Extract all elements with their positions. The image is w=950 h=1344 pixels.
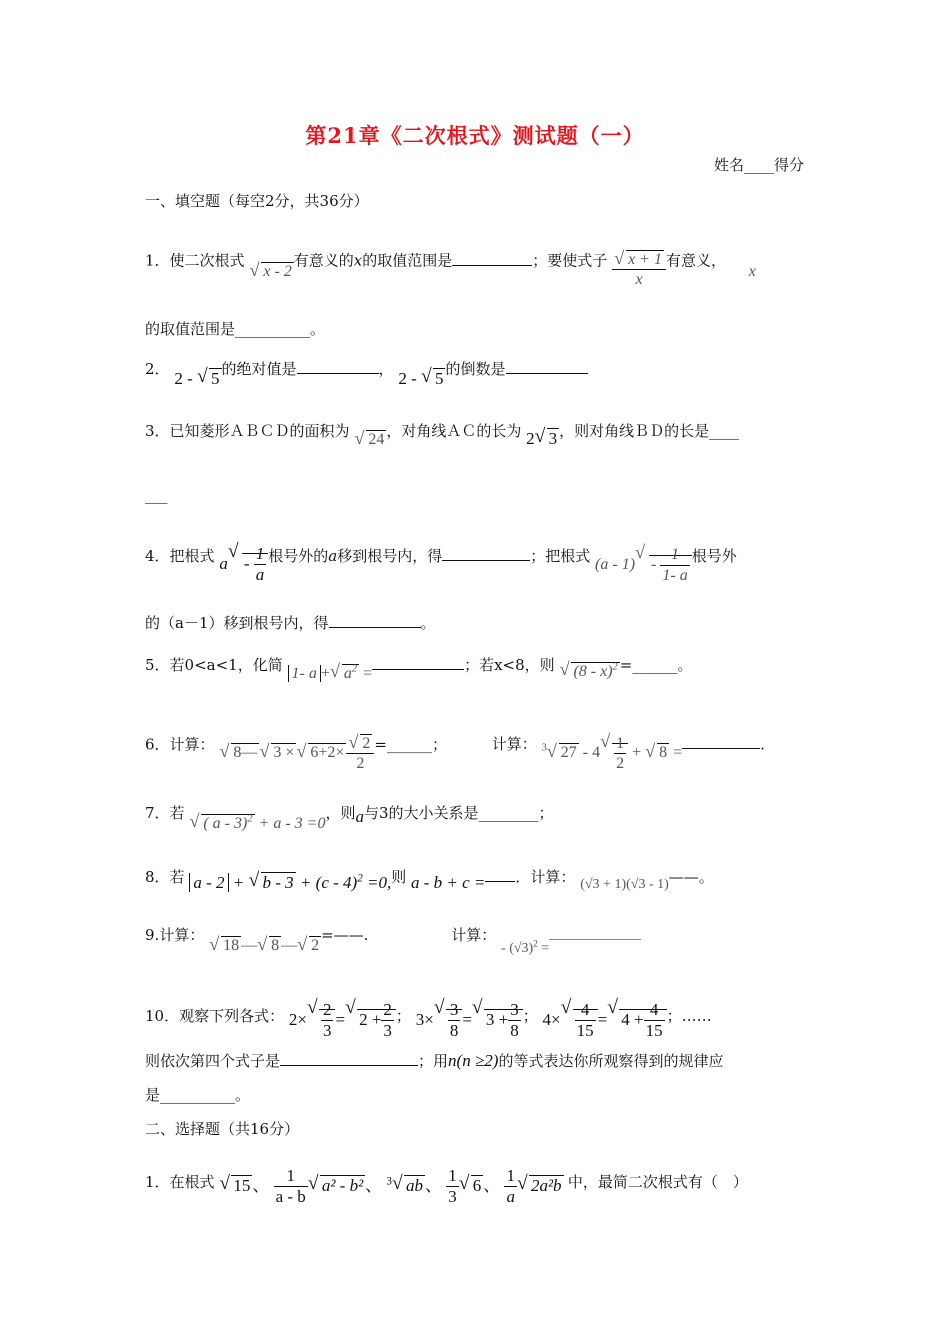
q4-expression-1: a√ - $\frac{1}{a}$	[219, 554, 268, 573]
q4-text-d: ；把根式	[530, 546, 591, 565]
q6-expression-2: $^3$√ 27 - 4 √ $\frac{1}{2}$ + √ 8 =	[542, 744, 683, 761]
page-title: 第21章《二次根式》测试题（一）	[305, 123, 645, 148]
section-fill-in-heading: 一、填空题（每空2分，共36分）	[145, 192, 369, 210]
q8-text-b: 则	[391, 868, 407, 886]
q6-text-a: 计算：	[169, 735, 215, 754]
question-5	[145, 654, 693, 682]
q2-blank-2	[506, 359, 588, 374]
q2-expression-2: 2 - √ 5	[398, 369, 445, 388]
q8-number: 8．	[145, 868, 170, 886]
q4-text-e: 根号外	[691, 546, 737, 565]
question-3	[145, 420, 740, 448]
q8-product: (√3 + 1)(√3 - 1)	[580, 877, 669, 892]
name-score-label: 姓名____得分	[713, 156, 804, 174]
q9-blank-2	[549, 925, 641, 940]
q9-expression: √ 18 —√ 8 —√ 2	[209, 937, 321, 954]
q1-text-c: 的取值范围是	[362, 251, 453, 270]
q7-text-c: 与3的大小关系是________；	[363, 804, 554, 822]
q1-var: x	[353, 251, 363, 270]
q2-number: 2．	[145, 360, 170, 378]
q4-expression-2: (a - 1)√ - $\frac{1}{1- a}$	[595, 556, 692, 573]
q3-expression: 2√ 3	[526, 429, 559, 448]
q8-expression-2: a - b + c =	[411, 873, 486, 892]
q7-text-a: 若	[169, 804, 185, 822]
q10-blank-1	[280, 1051, 418, 1066]
q6-text-b: 计算：	[491, 735, 537, 754]
section-choice-heading: 二、选择题（共16分）	[145, 1120, 300, 1138]
q7-var: a	[355, 807, 364, 826]
question-1-continued: 的取值范围是__________。	[145, 320, 326, 338]
q6-blank-2	[682, 734, 760, 749]
q4-text-c: 移到根号内，得	[337, 546, 443, 565]
question-10-continued-2: 是__________。	[145, 1086, 251, 1104]
q4-text-a: 把根式	[169, 546, 215, 565]
question-6: 6．计算： √ 8—√ 3 ×√ 6+2× √ $\frac{2}{2}$ =______； 计算： $^3$√ 27 - 4 √ $\frac{1}{2}$ + √ 8 = .	[145, 726, 765, 765]
q8-end: ——。	[668, 868, 714, 886]
question-8	[145, 866, 714, 892]
q1-blank-1	[452, 251, 532, 266]
question-4-continued: 的（a－1）移到根号内，得 。	[145, 614, 436, 632]
q5-text-a: 若0<a<1，化简	[169, 656, 283, 674]
q5-expression-2: √ (8 - x)$^2$	[559, 663, 619, 680]
question-10-continued: 则依次第四个式子是 ；用n(n ≥2)的等式表达你所观察得到的规律应	[145, 1051, 724, 1070]
q4-number: 4．	[145, 546, 170, 565]
q1-fraction: √ $\frac{x + 1}{x}$	[612, 250, 666, 289]
q7-number: 7．	[145, 804, 170, 822]
q10-equation-2: 3× √ $\frac{3}{8}$ =√ 3 + $\frac{3}{8}$	[416, 1010, 523, 1029]
q6-eq-1: =______；	[374, 735, 447, 754]
q8-text-a: 若	[169, 868, 185, 886]
q1-number: 1．	[145, 251, 170, 270]
q10-n-expression: n(n ≥2)	[448, 1051, 499, 1070]
q5-number: 5．	[145, 656, 170, 674]
q8-text-c: ．计算：	[515, 868, 576, 886]
q8-expression: a - 2 + √ b - 3 + (c - 4)$^2$ =0,	[189, 873, 391, 892]
q5-blank-1	[372, 655, 464, 670]
q6-number: 6．	[145, 735, 170, 754]
question-4	[145, 536, 737, 585]
q5-expression-1: 1- a +√ $a^2$ =	[288, 665, 373, 682]
q8-blank-1	[485, 867, 515, 882]
q9-eq: =——.	[321, 926, 369, 944]
q1-text-e: 有意义，	[665, 251, 726, 270]
q7-text-b: ，则	[325, 804, 356, 822]
q10-equation-1: 2× √ $\frac{2}{3}$ =√ 2 + $\frac{2}{3}$	[289, 1010, 396, 1029]
question-3-continued: ___	[145, 486, 168, 504]
question-1	[145, 242, 756, 289]
q4-var: a	[328, 546, 338, 565]
question-7	[145, 802, 554, 832]
q2-text-b: 的倒数是	[445, 360, 506, 378]
q5-text-b: ；若x<8，则	[464, 656, 555, 674]
q10-equation-3: 4× √ $\frac{4}{15}$ =√ 4 + $\frac{4}{15}$	[543, 1010, 667, 1029]
q1-var-2: x	[748, 262, 756, 280]
q1-text-b: 有意义的	[293, 251, 354, 270]
q4-blank-2	[329, 613, 421, 628]
q2-sep: ，	[378, 360, 394, 378]
q7-expression: √ ( a - 3)$^2$ + a - 3 =0	[189, 815, 325, 832]
q2-blank-1	[297, 359, 379, 374]
choice-question-1	[145, 1162, 748, 1207]
q2-text-a: 的绝对值是	[221, 360, 297, 378]
question-10: 10．观察下列各式： 2× √ $\frac{2}{3}$ =√ 2 + $\frac{2}{3}$ ； 3× √ $\frac{3}{8}$ =√ 3 + $\frac{3}{8}$ ； 4× √ $\frac{4}{15}$ =√ 4 + $\frac{4}{15}$ ；……	[145, 996, 712, 1038]
q9-text-a: 计算：	[159, 926, 205, 944]
q2-expression-1: 2 - √ 5	[174, 369, 221, 388]
s2q1-text-a: 在根式	[169, 1172, 215, 1191]
q10-text-a: 观察下列各式：	[179, 1006, 285, 1025]
s2q1-text-b: 中，最简二次根式有（ ）	[567, 1172, 748, 1191]
question-2	[145, 358, 588, 388]
q5-text-c: =______。	[619, 656, 693, 674]
q9-text-b: 计算：	[451, 926, 497, 944]
s2q1-number: 1．	[145, 1172, 170, 1191]
q3-radical-24: √ 24	[354, 431, 386, 449]
q6-expression-1: √ 8—√ 3 ×√ 6+2× √ $\frac{2}{2}$	[219, 744, 374, 761]
q3-text-a: 已知菱形ＡＢＣＤ的面积为	[169, 422, 350, 440]
q4-text-b: 根号外的	[268, 546, 329, 565]
q3-text-b: ，对角线ＡＣ的长为	[386, 422, 522, 440]
q4-blank-1	[442, 546, 530, 561]
q3-text-c: ，则对角线ＢＤ的长是____	[559, 422, 740, 440]
q9-number: 9.	[145, 926, 160, 944]
q10-number: 10．	[145, 1006, 180, 1025]
q1-text-a: 使二次根式	[169, 251, 245, 270]
question-9	[145, 924, 641, 956]
q1-radical: √ x - 2	[249, 263, 293, 281]
q3-number: 3．	[145, 422, 170, 440]
s2q1-radicals: √ 15 、 $\frac{1}{a - b}$ √ a² - b² 、 $^3$√ ab 、 $\frac{1}{3}$ √ 6 、 $\frac{1}{a}$ √ 2a²b	[219, 1176, 567, 1195]
q1-text-d: ；要使式子	[532, 251, 608, 270]
q9-expression-2: - $(√3)^2$ =	[501, 938, 550, 956]
